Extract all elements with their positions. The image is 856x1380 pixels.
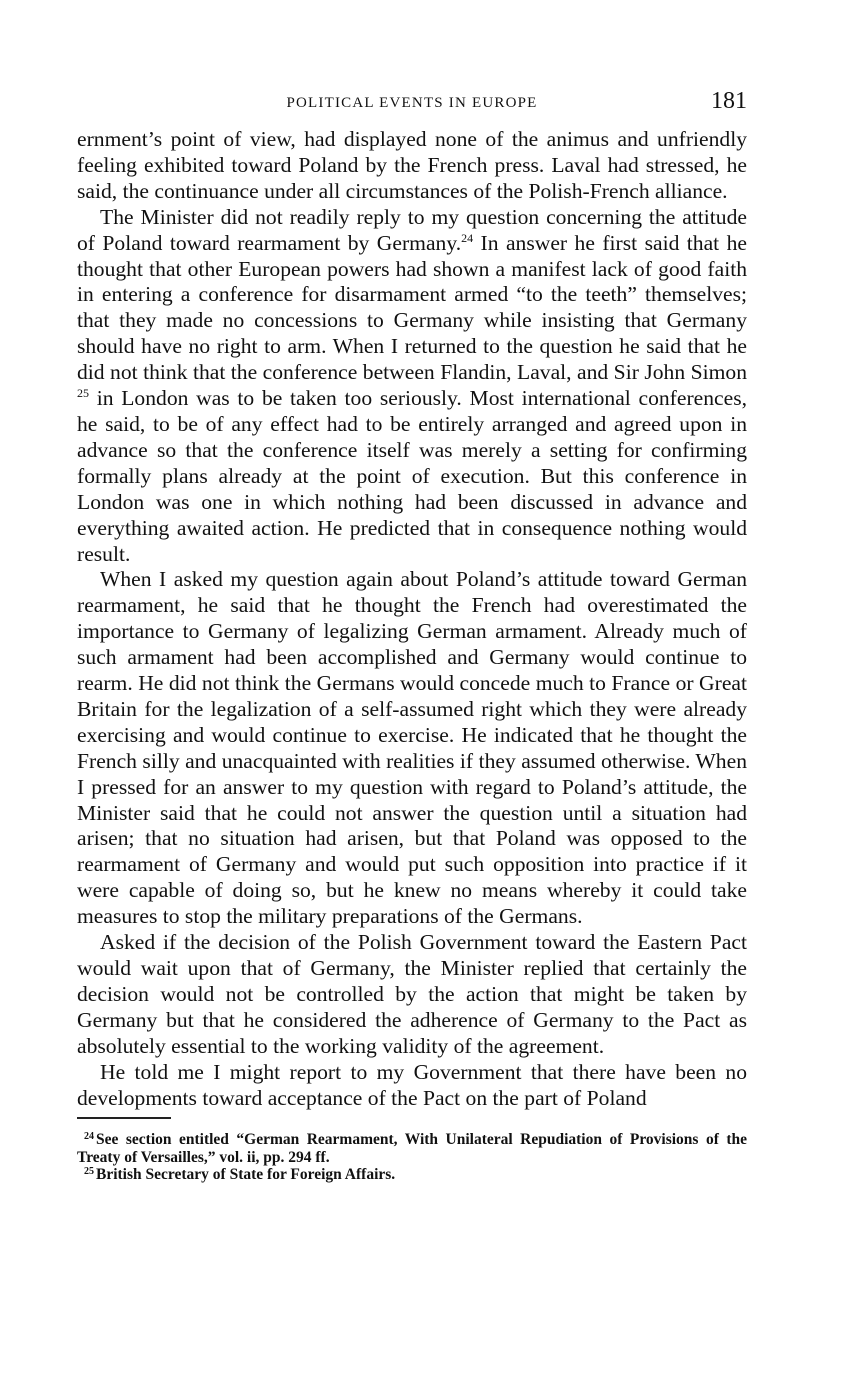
footnote-text-24: See section entitled “German Rearmament, With Unilateral Repudiation of Provisions of the Treaty of Versailles,” vol. ii, pp. 294 ff. (77, 1131, 747, 1166)
paragraph-2 (77, 205, 747, 568)
paragraph-2-part-a: The Minister did not readily reply to my question concerning the attitude of Poland toward rearmament by Germany. (77, 204, 747, 255)
footnote-25 (77, 1166, 747, 1184)
body-text (77, 127, 747, 1111)
paragraph-3: When I asked my question again about Poland’s attitude toward German rearmament, he said that he thought the French had overestimated the importance to Germany of legalizing German armament. Already much of such armament had been accomplished and Germany would continue to rearm. He did not think the Germans would concede much to France or Great Britain for the legalization of a self-assumed right which they were already exercising and would continue to exercise. He indicated that he thought the French silly and unacquainted with realities if they assumed otherwise. When I pressed for an answer to my question with regard to Poland’s attitude, the Minister said that he could not answer the question until a situation had arisen; that no situation had arisen, but that Poland was opposed to the rearmament of Germany and would put such opposition into practice if it were capable of doing so, but he knew no means whereby it could take measures to stop the military preparations of the Germans. (77, 567, 747, 929)
footnote-mark-25: 25 (84, 1166, 94, 1178)
page (77, 88, 747, 1184)
running-head: POLITICAL EVENTS IN EUROPE (286, 95, 538, 111)
page-number: 181 (711, 88, 747, 114)
footnote-text-25: British Secretary of State for Foreign Affairs. (96, 1166, 396, 1184)
paragraph-5: He told me I might report to my Government that there have been no developments toward acceptance of the Pact on the part of Poland (77, 1059, 747, 1110)
footnote-ref-25: 25 (77, 386, 89, 401)
paragraph-4: Asked if the decision of the Polish Government toward the Eastern Pact would wait upon that of Germany, the Minister replied that certainly the decision would not be controlled by the action that might be taken by Germany but that he considered the adherence of Germany to the Pact as absolutely essential to the working validity of the agreement. (77, 930, 747, 1058)
footnote-divider (77, 1117, 171, 1119)
paragraph-2-part-b: In answer he first said that he thought that other European powers had shown a manifest lack of good faith in entering a conference for disarmament armed “to the teeth” themselves; that they made no concessions to Germany while insisting that Germany should have no right to arm. When I returned to the question he said that he did not think that the conference between Flandin, Laval, and Sir John Simon (77, 230, 747, 385)
footnotes (77, 1131, 747, 1184)
footnote-mark-24: 24 (84, 1131, 94, 1143)
footnote-ref-24: 24 (461, 230, 474, 245)
page-header (77, 88, 747, 122)
paragraph-2-part-c: in London was to be taken too seriously. Most international conferences, he said, to be of any effect had to be entirely arranged and agreed upon in advance so that the conference itself was merely a setting for confirming formally plans already at the point of execution. But this conference in London was one in which nothing had been discussed in advance and everything awaited action. He predicted that in consequence nothing would result. (77, 386, 747, 566)
footnote-24 (77, 1131, 747, 1166)
paragraph-1: ernment’s point of view, had displayed none of the animus and unfriendly feeling exhibited toward Poland by the French press. Laval had stressed, he said, the continuance under all circumstances of the Polish-French alliance. (77, 127, 747, 203)
